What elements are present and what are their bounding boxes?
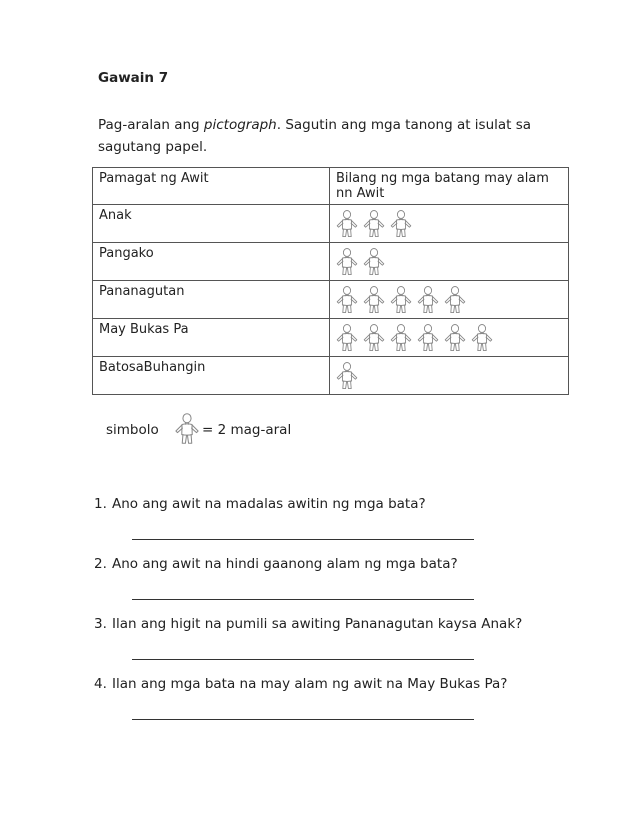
- child-figure-icon: [334, 285, 360, 315]
- child-figure-icon: [415, 285, 441, 315]
- child-figure-icon: [415, 323, 441, 353]
- question-text: Ano ang awit na madalas awitin ng mga bata?: [112, 496, 426, 512]
- question-item: [94, 496, 564, 556]
- question-number: 4.: [94, 676, 107, 692]
- instruction-text-start: Pag-aralan ang: [98, 117, 204, 133]
- symbol-cell: [330, 243, 569, 281]
- child-figure-icon: [334, 361, 360, 391]
- song-title-cell: Anak: [93, 205, 330, 243]
- symbol-cell: [330, 319, 569, 357]
- child-figure-icon: [469, 323, 495, 353]
- pictograph-legend: [106, 412, 406, 452]
- table-row: [93, 357, 569, 395]
- question-text: Ilan ang higit na pumili sa awiting Pananagutan kaysa Anak?: [112, 616, 523, 632]
- table-row: [93, 243, 569, 281]
- child-figure-icon: [334, 323, 360, 353]
- child-figure-icon: [361, 247, 387, 277]
- table-row: [93, 319, 569, 357]
- legend-value: = 2 mag-aral: [202, 422, 292, 438]
- child-figure-icon: [388, 285, 414, 315]
- child-figure-icon: [388, 323, 414, 353]
- question-item: [94, 676, 564, 736]
- symbol-cell: [330, 281, 569, 319]
- child-figure-icon: [442, 323, 468, 353]
- question-list: [94, 496, 564, 736]
- pictograph-table: [92, 167, 569, 395]
- child-figure-icon: [172, 412, 202, 446]
- table-header-row: [93, 168, 569, 205]
- instruction-emphasis: pictograph: [203, 117, 277, 133]
- child-figure-icon: [442, 285, 468, 315]
- legend-word: simbolo: [106, 422, 159, 438]
- child-figure-icon: [334, 209, 360, 239]
- question-number: 2.: [94, 556, 107, 572]
- child-figure-icon: [388, 209, 414, 239]
- song-title-cell: BatosaBuhangin: [93, 357, 330, 395]
- child-figure-icon: [361, 323, 387, 353]
- answer-line[interactable]: [132, 719, 474, 720]
- song-title-cell: Pananagutan: [93, 281, 330, 319]
- symbol-cell: [330, 205, 569, 243]
- header-song-title: Pamagat ng Awit: [93, 168, 330, 205]
- child-figure-icon: [361, 209, 387, 239]
- question-item: [94, 616, 564, 676]
- question-number: 1.: [94, 496, 107, 512]
- song-title-cell: Pangako: [93, 243, 330, 281]
- table-row: [93, 281, 569, 319]
- song-title-cell: May Bukas Pa: [93, 319, 330, 357]
- table-row: [93, 205, 569, 243]
- header-children-count: Bilang ng mga batang may alam nn Awit: [330, 168, 569, 205]
- question-text: Ilan ang mga bata na may alam ng awit na May Bukas Pa?: [112, 676, 508, 692]
- answer-line[interactable]: [132, 659, 474, 660]
- child-figure-icon: [361, 285, 387, 315]
- symbol-cell: [330, 357, 569, 395]
- instruction-text-end: . Sagutin ang mga tanong at isulat sa sagutang papel.: [98, 117, 532, 155]
- answer-line[interactable]: [132, 599, 474, 600]
- child-figure-icon: [334, 247, 360, 277]
- question-text: Ano ang awit na hindi gaanong alam ng mga bata?: [112, 556, 458, 572]
- question-item: [94, 556, 564, 616]
- activity-title: Gawain 7: [98, 70, 169, 86]
- answer-line[interactable]: [132, 539, 474, 540]
- instructions: [98, 114, 548, 158]
- question-number: 3.: [94, 616, 107, 632]
